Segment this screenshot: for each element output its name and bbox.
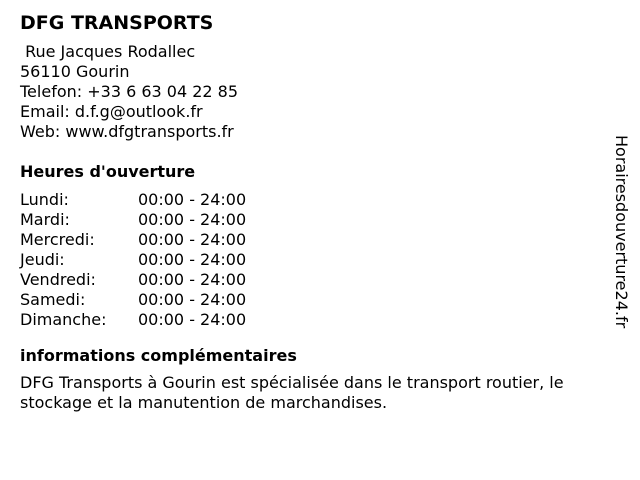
address-block bbox=[20, 42, 620, 142]
day-label: Vendredi: bbox=[20, 270, 96, 289]
hours-row-friday bbox=[20, 270, 620, 290]
time-range: 00:00 - 24:00 bbox=[138, 250, 247, 269]
company-name: DFG TRANSPORTS bbox=[20, 12, 214, 34]
day-label: Dimanche: bbox=[20, 310, 107, 329]
time-range: 00:00 - 24:00 bbox=[138, 270, 247, 289]
street-address: Rue Jacques Rodallec bbox=[20, 42, 196, 61]
day-label: Jeudi: bbox=[20, 250, 65, 269]
hours-row-wednesday bbox=[20, 230, 620, 250]
phone-link[interactable]: Telefon: +33 6 63 04 22 85 bbox=[20, 82, 239, 101]
time-range: 00:00 - 24:00 bbox=[138, 310, 247, 329]
brand-watermark-link[interactable]: Horairesdouverture24.fr bbox=[612, 135, 631, 329]
hours-row-sunday bbox=[20, 310, 620, 330]
hours-row-monday bbox=[20, 190, 620, 210]
opening-hours-heading: Heures d'ouverture bbox=[20, 162, 196, 181]
day-label: Mardi: bbox=[20, 210, 70, 229]
time-range: 00:00 - 24:00 bbox=[138, 290, 247, 309]
opening-hours-table bbox=[20, 190, 620, 330]
additional-info-text: DFG Transports à Gourin est spécialisée dans le transport routier, le stockage et la manutention de marchandises. bbox=[20, 373, 564, 412]
website-link[interactable]: Web: www.dfgtransports.fr bbox=[20, 122, 234, 141]
hours-row-thursday bbox=[20, 250, 620, 270]
postal-city: 56110 Gourin bbox=[20, 62, 130, 81]
hours-row-tuesday bbox=[20, 210, 620, 230]
time-range: 00:00 - 24:00 bbox=[138, 210, 247, 229]
email-link[interactable]: Email: d.f.g@outlook.fr bbox=[20, 102, 203, 121]
day-label: Mercredi: bbox=[20, 230, 95, 249]
hours-row-saturday bbox=[20, 290, 620, 310]
day-label: Samedi: bbox=[20, 290, 86, 309]
time-range: 00:00 - 24:00 bbox=[138, 230, 247, 249]
day-label: Lundi: bbox=[20, 190, 69, 209]
additional-info-heading: informations complémentaires bbox=[20, 346, 297, 365]
time-range: 00:00 - 24:00 bbox=[138, 190, 247, 209]
business-card bbox=[20, 10, 620, 413]
